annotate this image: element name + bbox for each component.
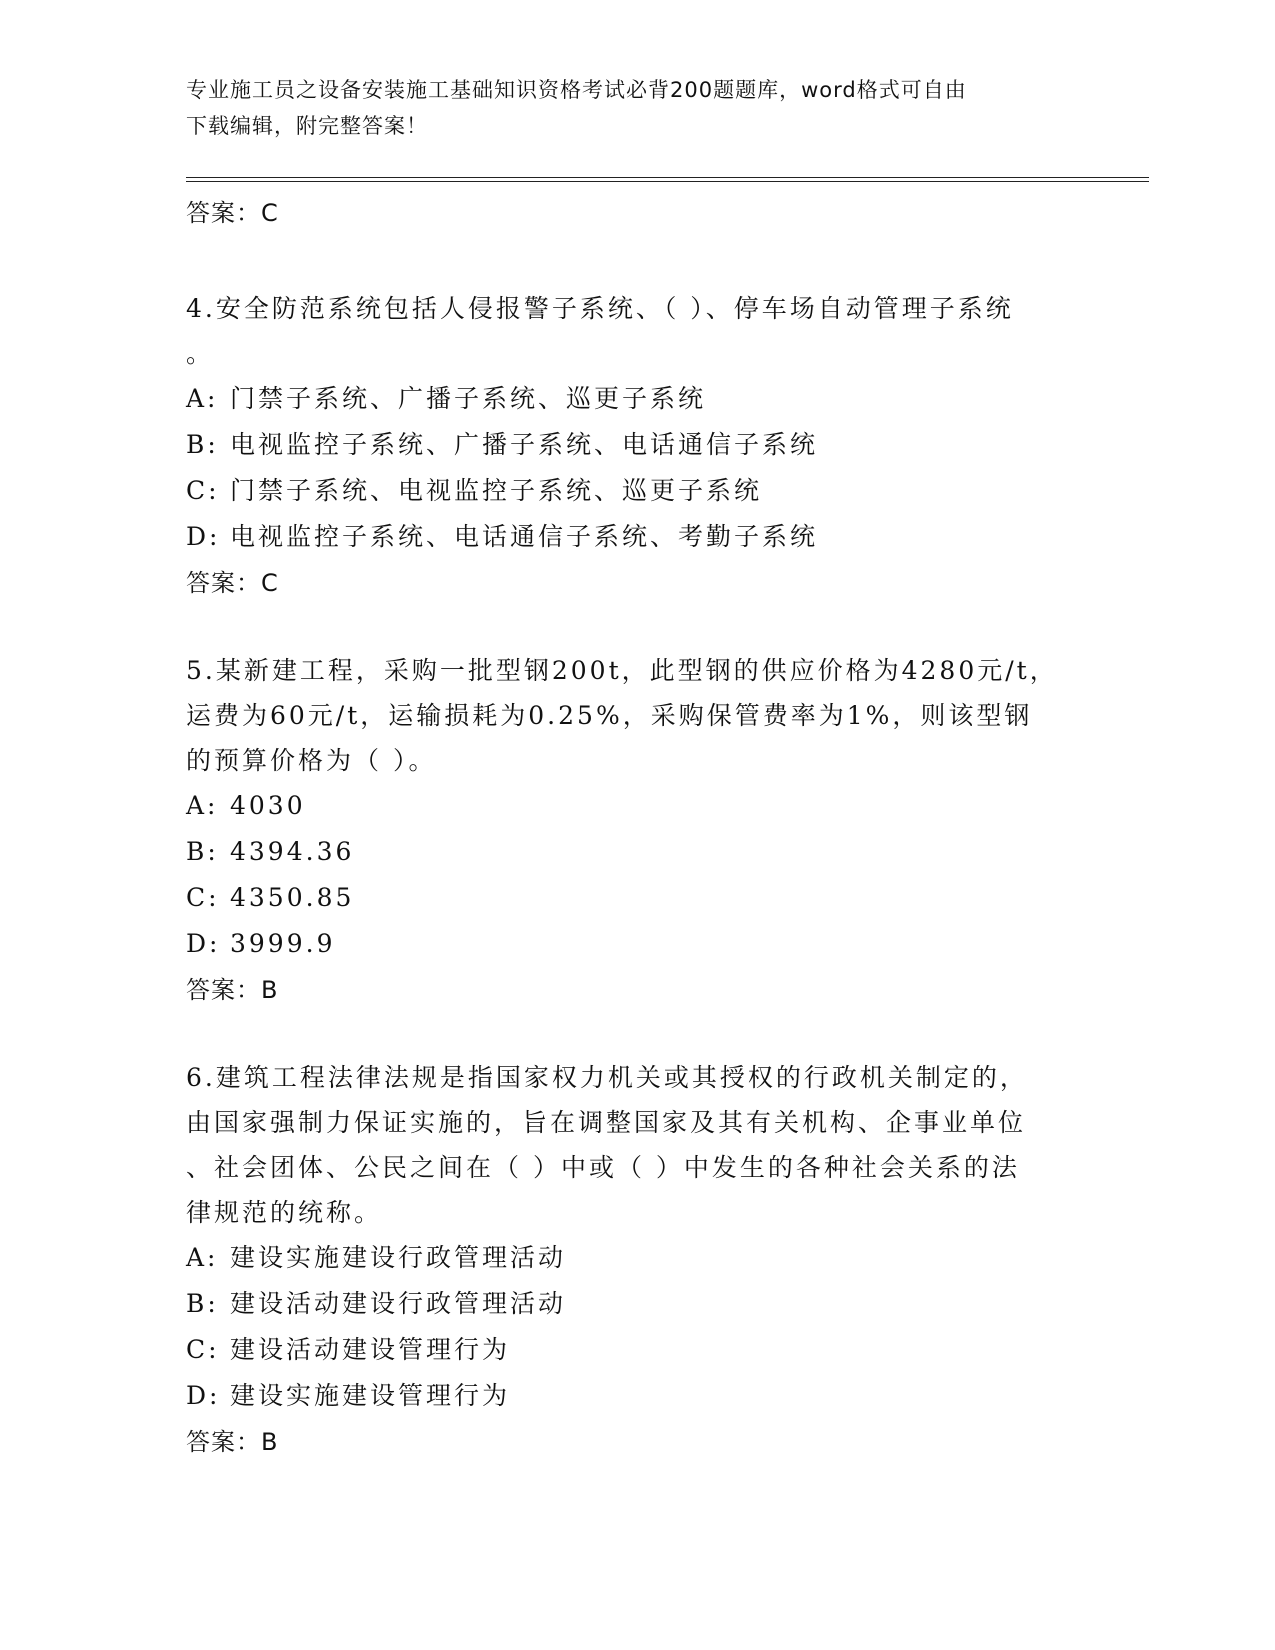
option-text: 3999.9 <box>230 929 336 958</box>
option-text: 建设活动建设行政管理活动 <box>230 1289 567 1318</box>
question-line: 的预算价格为（ ）。 <box>186 746 437 775</box>
question-list <box>186 190 1086 1465</box>
answer-line: 答案：B <box>186 1428 279 1456</box>
option-item <box>186 1281 1086 1327</box>
option-letter: B: <box>186 430 219 459</box>
option-letter: A: <box>186 384 219 413</box>
question-text <box>186 1055 1066 1235</box>
option-letter: B: <box>186 837 219 866</box>
option-text: 4350.85 <box>230 883 355 912</box>
header-line-2: 下载编辑，附完整答案！ <box>186 114 428 138</box>
question-text <box>186 286 1066 376</box>
option-item <box>186 783 1086 829</box>
question-line: 律规范的统称。 <box>186 1198 383 1227</box>
option-text: 建设活动建设管理行为 <box>230 1335 511 1364</box>
option-item <box>186 1235 1086 1281</box>
header-line-1: 专业施工员之设备安装施工基础知识资格考试必背200题题库，word格式可自由 <box>186 78 967 102</box>
document-header <box>186 72 1066 144</box>
answer-line: 答案：C <box>186 569 279 597</box>
question-block <box>186 286 1086 606</box>
header-divider-second <box>186 181 1149 182</box>
option-text: 电视监控子系统、广播子系统、电话通信子系统 <box>230 430 819 459</box>
answer-line: 答案：B <box>186 976 279 1004</box>
option-letter: A: <box>186 1243 219 1272</box>
question-line: 5.某新建工程，采购一批型钢200t，此型钢的供应价格为4280元/t， <box>186 656 1058 685</box>
option-item <box>186 422 1086 468</box>
option-text: 电视监控子系统、电话通信子系统、考勤子系统 <box>230 522 819 551</box>
option-text: 4394.36 <box>230 837 355 866</box>
option-letter: A: <box>186 791 219 820</box>
option-item <box>186 1327 1086 1373</box>
option-letter: D: <box>186 522 221 551</box>
option-letter: D: <box>186 1381 221 1410</box>
question-block <box>186 648 1086 1013</box>
option-item <box>186 1373 1086 1419</box>
question-line: 运费为60元/t，运输损耗为0.25%，采购保管费率为1%，则该型钢 <box>186 701 1033 730</box>
option-item <box>186 875 1086 921</box>
option-text: 门禁子系统、广播子系统、巡更子系统 <box>230 384 707 413</box>
question-line: 4.安全防范系统包括人侵报警子系统、（ ）、停车场自动管理子系统 <box>186 294 1014 323</box>
option-text: 建设实施建设管理行为 <box>230 1381 511 1410</box>
question-line: 由国家强制力保证实施的，旨在调整国家及其有关机构、企事业单位 <box>186 1108 1027 1137</box>
option-letter: C: <box>186 883 220 912</box>
question-line: 。 <box>186 339 215 368</box>
question-line: 6.建筑工程法律法规是指国家权力机关或其授权的行政机关制定的， <box>186 1063 1028 1092</box>
option-text: 门禁子系统、电视监控子系统、巡更子系统 <box>230 476 763 505</box>
option-text: 建设实施建设行政管理活动 <box>230 1243 567 1272</box>
option-item <box>186 468 1086 514</box>
option-item <box>186 514 1086 560</box>
option-letter: C: <box>186 1335 220 1364</box>
header-divider <box>186 177 1149 178</box>
option-item <box>186 376 1086 422</box>
option-letter: D: <box>186 929 221 958</box>
answer-line: 答案：C <box>186 199 279 227</box>
option-letter: B: <box>186 1289 219 1318</box>
option-item <box>186 921 1086 967</box>
option-text: 4030 <box>230 791 306 820</box>
question-text <box>186 648 1066 783</box>
question-line: 、社会团体、公民之间在（ ）中或（ ）中发生的各种社会关系的法 <box>186 1153 1020 1182</box>
option-letter: C: <box>186 476 220 505</box>
question-block <box>186 1055 1086 1465</box>
option-item <box>186 829 1086 875</box>
